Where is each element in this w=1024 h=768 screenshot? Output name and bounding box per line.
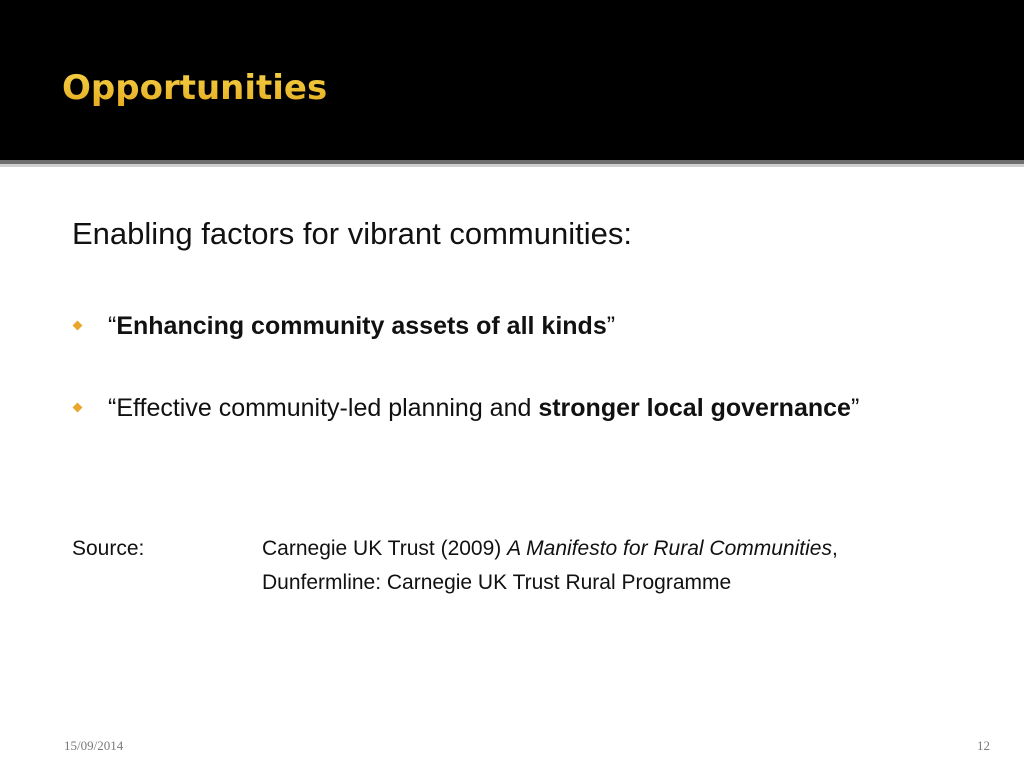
footer-date: 15/09/2014	[64, 738, 124, 753]
source-text	[262, 532, 972, 600]
bullet-item	[72, 306, 892, 346]
slide-title: Opportunities	[62, 64, 327, 112]
open-quote: “	[108, 394, 117, 422]
subheading: Enabling factors for vibrant communities:	[72, 216, 632, 251]
bullet-text	[108, 306, 892, 346]
close-quote: ”	[850, 394, 860, 422]
diamond-bullet-icon	[73, 403, 83, 413]
close-quote: ”	[606, 312, 616, 340]
title-bar	[0, 0, 1024, 160]
source-label: Source:	[72, 537, 145, 560]
source-prefix: Carnegie UK Trust (2009)	[262, 537, 508, 560]
open-quote: “	[108, 312, 117, 340]
source-title: A Manifesto for Rural Communities	[507, 537, 832, 560]
bullet-text	[108, 388, 892, 428]
page-number: 12	[977, 738, 990, 753]
bullet-item	[72, 388, 892, 428]
source-publisher: Dunfermline: Carnegie UK Trust Rural Programme	[262, 571, 732, 594]
bullet-bold-text: Enhancing community assets of all kinds	[116, 312, 607, 340]
bullet-normal-text: Effective community-led planning and	[116, 394, 539, 422]
bullet-bold-text: stronger local governance	[538, 394, 851, 422]
title-divider-shadow	[0, 164, 1024, 167]
diamond-bullet-icon	[73, 321, 83, 331]
source-suffix: ,	[831, 537, 838, 560]
source-citation	[72, 532, 972, 600]
